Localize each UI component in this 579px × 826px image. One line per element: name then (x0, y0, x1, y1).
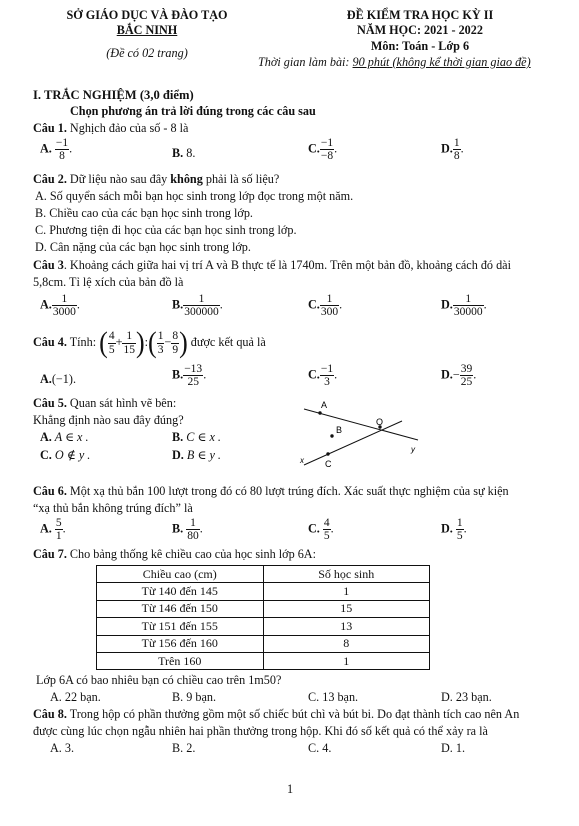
option-letter: B. (172, 367, 184, 382)
geometry-figure (290, 395, 430, 475)
numerator: 1 (190, 517, 196, 529)
q5-option-b (172, 430, 221, 445)
fraction (183, 363, 203, 388)
time-value: 90 phút (không kể thời gian giao đề) (352, 55, 531, 69)
question-label: Câu 2. (33, 172, 67, 186)
option-text: (−1). (51, 372, 76, 386)
q2-option-d: D. Cân nặng của các bạn học sinh trong lớp. (35, 240, 251, 254)
option-letter: A. (40, 521, 52, 536)
q7-option-a: A. 22 bạn. (50, 690, 101, 704)
minus-sign: − (452, 367, 460, 382)
q4-option-c: C. $\frac{-1}{3}$ . (308, 363, 338, 389)
denominator: 5 (323, 530, 330, 543)
label-B: B (336, 425, 343, 435)
department-line1: SỞ GIÁO DỤC VÀ ĐÀO TẠO (66, 8, 228, 22)
question-5-line2: Khẳng định nào sau đây đúng? (33, 413, 184, 427)
numerator: 8 (172, 330, 179, 343)
question-3 (33, 258, 511, 273)
numerator: 1 (157, 330, 164, 343)
question-2 (33, 172, 279, 187)
point-C (326, 452, 329, 455)
numerator: −1 (55, 137, 69, 149)
height-stats-table (96, 565, 430, 670)
fraction (453, 137, 461, 162)
numerator: 1 (456, 517, 463, 529)
denominator: 5 (456, 530, 463, 543)
question-label: Câu 6. (33, 484, 67, 498)
table-cell: Trên 160 (97, 652, 264, 669)
numerator: 1 (61, 293, 68, 305)
option-letter: B. (172, 521, 184, 536)
table-cell: 8 (263, 635, 430, 652)
option-text: O ∉ y . (54, 448, 91, 462)
question-label: Câu 3 (33, 258, 64, 272)
table-row (97, 600, 430, 617)
option-letter: D. (441, 141, 453, 156)
option-text: 8. (186, 146, 196, 160)
option-letter: D. (441, 367, 453, 382)
denominator: 3 (157, 343, 164, 356)
question-8-line2: được cùng lúc chọn ngẫu nhiên hai phần thưởng trong hộp. Khi đó số kết quả có thể xảy ra là (33, 724, 488, 738)
question-label: Câu 7. (33, 547, 67, 561)
question-3-line2: 5,8cm. Tỉ lệ xích của bản đồ là (33, 275, 184, 289)
fraction (453, 293, 484, 318)
q6-option-d: D. $\frac{1}{5}$ . (441, 517, 467, 543)
question-text: phải là số liệu? (202, 172, 280, 186)
page-count-note: (Đề có 02 trang) (106, 46, 188, 60)
left-paren: ( (148, 325, 157, 360)
denominator: 8 (55, 149, 69, 162)
option-letter: C. (40, 448, 52, 462)
table-cell: 15 (263, 600, 430, 617)
q2-option-b: B. Chiều cao của các bạn học sinh trong lớp. (35, 206, 253, 220)
q8-option-c: C. 4. (308, 741, 332, 755)
q2-option-a: A. Số quyển sách mỗi bạn học sinh trong lớp đọc trong một năm. (35, 189, 354, 203)
section-instruction: Chọn phương án trả lời đúng trong các câu sau (70, 104, 316, 118)
table-cell: 1 (263, 652, 430, 669)
q4-option-a (40, 372, 76, 387)
q3-option-d: D. $\frac{1}{30000}$ . (441, 293, 487, 319)
numerator: 4 (323, 517, 330, 529)
denominator: 3000 (52, 306, 76, 319)
table-header-row (97, 566, 430, 583)
department-line2: BẮC NINH (116, 23, 178, 37)
denominator: 25 (183, 375, 203, 388)
question-text: Trong hộp có phần thưởng gồm một số chiếc bút chì và bút bi. Do đạt thành tích cao nên An (66, 707, 520, 721)
question-text: Dữ liệu nào sau đây (66, 172, 171, 186)
option-letter: B. (172, 430, 184, 444)
q7-option-d: D. 23 bạn. (441, 690, 492, 704)
line-xy (304, 421, 402, 465)
subject: Môn: Toán - Lớp 6 (370, 39, 470, 53)
fraction (55, 517, 63, 542)
question-label: Câu 4. (33, 334, 67, 349)
option-letter: D. (172, 448, 184, 462)
q6-option-c: C. $\frac{4}{5}$ . (308, 517, 334, 543)
option-letter: A. (40, 430, 52, 444)
table-cell: 13 (263, 618, 430, 635)
school-year: NĂM HỌC: 2021 - 2022 (357, 23, 483, 37)
label-A: A (321, 400, 328, 410)
exam-title: ĐỀ KIỂM TRA HỌC KỲ II (346, 8, 494, 22)
denominator: 9 (172, 343, 179, 356)
denominator: 300 (320, 306, 339, 319)
option-letter: B. (172, 146, 184, 160)
fraction (52, 293, 77, 318)
table-cell: Từ 156 đến 160 (97, 635, 264, 652)
fraction (320, 137, 334, 162)
time-prefix: Thời gian làm bài: (258, 55, 353, 69)
table-cell: Từ 151 đến 155 (97, 618, 264, 635)
numerator: 4 (108, 330, 115, 343)
minus-sign: − (164, 334, 172, 349)
label-x: x (300, 456, 304, 465)
q3-option-c: C. $\frac{1}{300}$ . (308, 293, 343, 319)
section-title: I. TRẮC NGHIỆM (3,0 điểm) (33, 88, 194, 102)
numerator: 1 (126, 330, 133, 343)
emphasis-word: không (170, 172, 203, 186)
option-text: C ∈ x . (186, 430, 221, 444)
question-6-line2: “xạ thủ bắn không trúng đích” là (33, 501, 193, 515)
q7-option-b: B. 9 bạn. (172, 690, 217, 704)
question-text: Cho bảng thống kê chiều cao của học sinh lớp 6A: (66, 547, 316, 561)
table-cell: Từ 140 đến 145 (97, 583, 264, 600)
denominator: 1 (55, 530, 62, 543)
fraction (183, 293, 220, 318)
question-text: Tính: (66, 334, 97, 349)
question-text: được kết quả là (187, 334, 266, 349)
denominator: 30000 (453, 306, 483, 319)
option-letter: D. (441, 521, 453, 536)
numerator: 1 (326, 293, 333, 305)
fraction (122, 330, 136, 355)
table-cell: 1 (263, 583, 430, 600)
question-8 (33, 707, 519, 722)
q5-option-d (172, 448, 221, 463)
option-letter: A. (40, 297, 52, 312)
option-letter: D. (441, 297, 453, 312)
q6-option-b: B. $\frac{1}{80}$ . (172, 517, 203, 543)
question-4 (33, 325, 266, 360)
question-7 (33, 547, 316, 562)
numerator: 5 (55, 517, 62, 529)
q1-option-c: C. $\frac{-1}{-8}$ . (308, 137, 338, 163)
question-text: Một xạ thủ bắn 100 lượt trong đó có 80 lượt trúng đích. Xác suất thực nghiệm của sự kiện (66, 484, 509, 498)
fraction (460, 363, 474, 388)
q4-option-d: D.− $\frac{39}{25}$ . (441, 363, 477, 389)
table-header: Chiều cao (cm) (97, 566, 264, 583)
fraction (186, 517, 200, 542)
numerator: −1 (320, 363, 334, 375)
q6-option-a: A. $\frac{5}{1}$ . (40, 517, 66, 543)
colon-sign: : (144, 334, 149, 349)
question-label: Câu 5. (33, 396, 67, 410)
q3-option-b: B. $\frac{1}{300000}$ . (172, 293, 223, 319)
denominator: 15 (123, 343, 135, 356)
q8-option-a: A. 3. (50, 741, 75, 755)
option-letter: B. (172, 297, 184, 312)
point-A (318, 411, 321, 414)
time-allowed (258, 55, 531, 70)
question-label: Câu 1. (33, 121, 67, 135)
label-y: y (411, 445, 415, 454)
fraction (456, 517, 464, 542)
denominator: 5 (108, 343, 115, 356)
denominator: 25 (460, 376, 473, 389)
numerator: 1 (198, 293, 205, 305)
denominator: −8 (320, 150, 334, 163)
denominator: 300000 (184, 306, 219, 319)
fraction (171, 330, 179, 355)
question-text: . Khoảng cách giữa hai vị trí A và B thực tế là 1740m. Trên một bản đồ, khoảng cách đó dài (63, 258, 511, 272)
numerator: −1 (320, 137, 334, 149)
q5-option-c (40, 448, 90, 463)
option-letter: A. (40, 141, 52, 156)
q8-option-d: D. 1. (441, 741, 466, 755)
denominator: 80 (187, 530, 199, 543)
table-row (97, 652, 430, 669)
q4-option-b: B. $\frac{-13}{25}$ . (172, 363, 207, 389)
question-text: Quan sát hình vẽ bên: (66, 396, 177, 410)
denominator: 8 (453, 150, 460, 163)
label-O: O (376, 417, 384, 427)
option-letter: C. (308, 297, 320, 312)
left-paren: ( (99, 325, 108, 360)
fraction (323, 517, 331, 542)
plus-sign: + (115, 334, 123, 349)
q1-option-b (172, 146, 195, 161)
fraction (108, 330, 116, 355)
numerator: 39 (460, 363, 473, 375)
question-5 (33, 396, 176, 411)
option-letter: A. (40, 372, 52, 386)
option-text: A ∈ x . (54, 430, 89, 444)
numerator: 1 (453, 137, 460, 149)
question-6 (33, 484, 509, 499)
option-letter: C. (308, 367, 320, 382)
fraction (320, 363, 334, 388)
q5-option-a (40, 430, 89, 445)
numerator: −13 (184, 363, 203, 375)
table-header: Số học sinh (263, 566, 430, 583)
question-1 (33, 121, 188, 136)
table-row (97, 618, 430, 635)
fraction (55, 137, 69, 162)
q7-option-c: C. 13 bạn. (308, 690, 359, 704)
page-number: 1 (286, 782, 294, 796)
q1-option-a: A. $\frac{-1}{8}$ . (40, 137, 73, 163)
option-letter: C. (308, 141, 320, 156)
right-paren: ) (179, 325, 188, 360)
point-B (330, 434, 333, 437)
fraction (320, 293, 339, 318)
q1-option-d: D. $\frac{1}{8}$ . (441, 137, 464, 163)
label-C: C (325, 459, 332, 469)
question-7-ask: Lớp 6A có bao nhiêu bạn có chiều cao trên 1m50? (36, 673, 282, 687)
q8-option-b: B. 2. (172, 741, 196, 755)
table-cell: Từ 146 đến 150 (97, 600, 264, 617)
table-row (97, 583, 430, 600)
table-row (97, 635, 430, 652)
q3-option-a: A. $\frac{1}{3000}$ . (40, 293, 80, 319)
question-label: Câu 8. (33, 707, 67, 721)
question-text: Nghịch đảo của số - 8 là (66, 121, 189, 135)
right-paren: ) (135, 325, 145, 360)
option-text: B ∈ y . (186, 448, 221, 462)
numerator: 1 (465, 293, 472, 305)
q2-option-c: C. Phương tiện đi học của các bạn học sinh trong lớp. (35, 223, 297, 237)
denominator: 3 (320, 375, 334, 388)
option-letter: C. (308, 521, 320, 536)
